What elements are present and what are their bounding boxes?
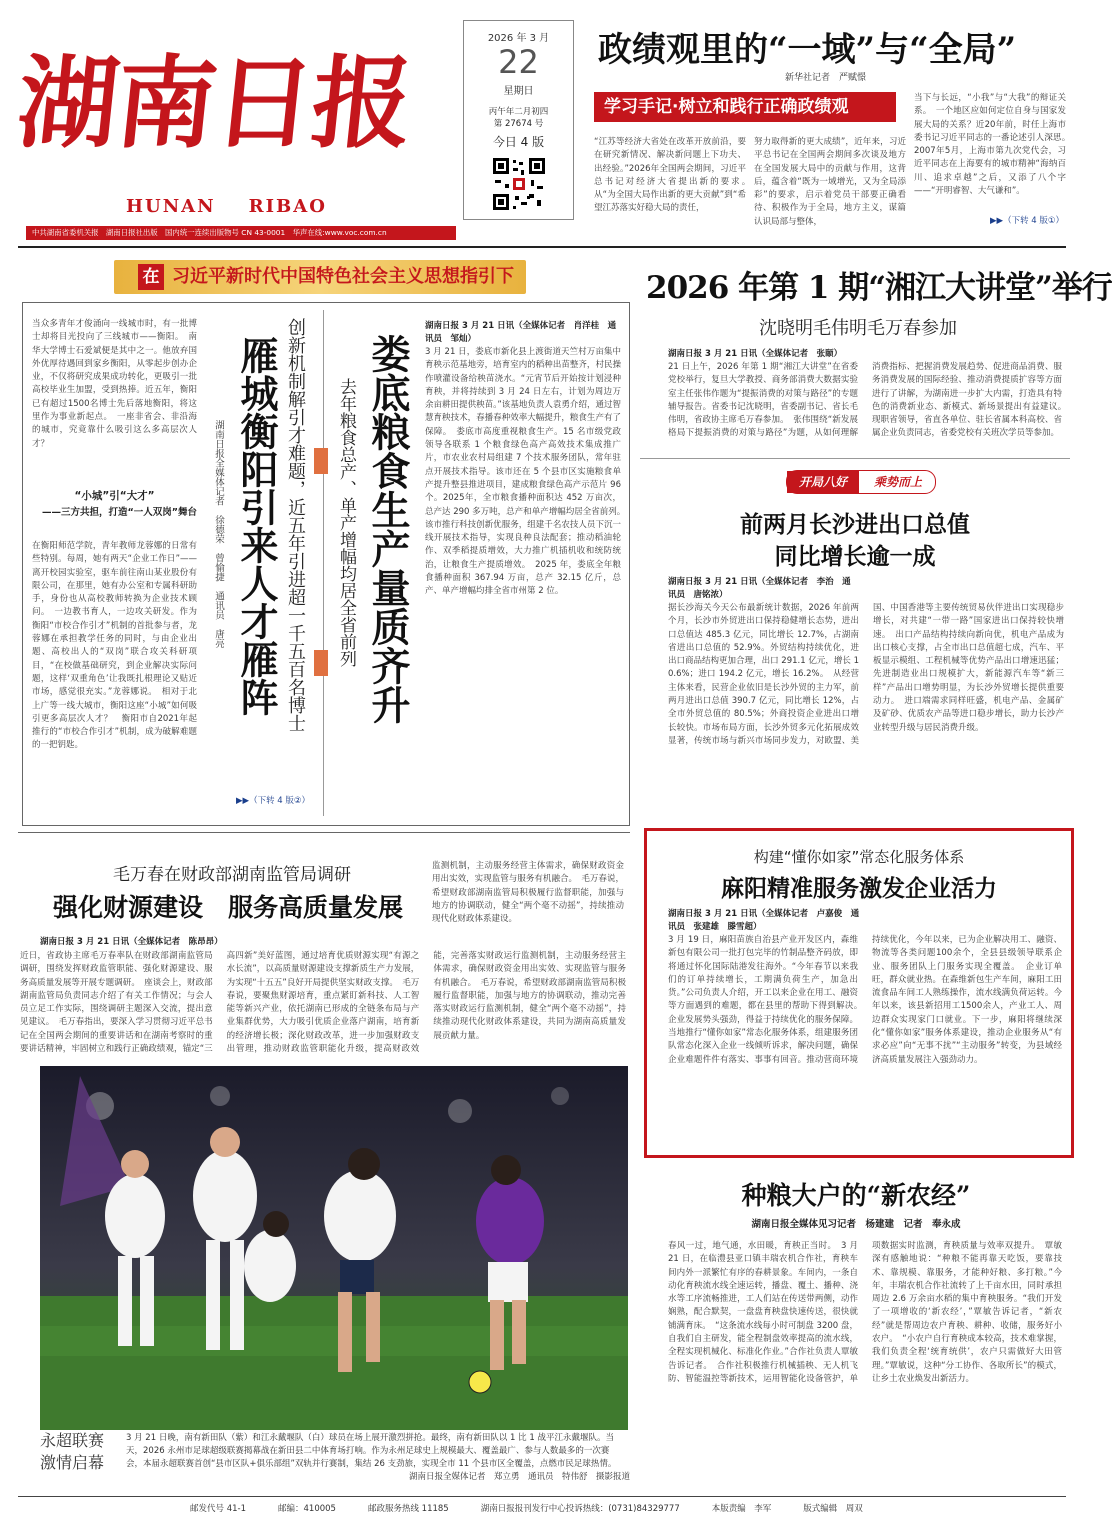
date-box <box>463 20 574 220</box>
loudi-title[interactable]: 娄底粮食生产量质齐升 <box>365 334 411 724</box>
top-story-col3: 当下与长远，“小我”与“大我”的辩证关系。 一个地区应如何定位自身与国家发展大局的关系？近20年前，时任上海市委书记习近平同志的一番论述引人深思。 2007年5月，上海市第九次党代会，习近平同志在上海要有的城市精神“海纳百川、追求卓越”之后，又添了八个字——“开明睿智、大气谦和”。 <box>914 93 1075 197</box>
lecture-divider <box>640 458 1070 459</box>
loudi-body: 3 月 21 日，娄底市新化县上渡街道天竺村万亩集中育秧示范基地旁，培育室内的稻种出苗整齐，村民操作喷灌设备给秧苗浇水。“元宵节后开始按计划浸种育秧，并将持续到 3 月 24 日左右，计划为周边万余亩耕田提供秧苗。”该基地负责人袁勇介绍，通过智慧育秧技术，春播春种效率大幅提升，粮食生产有了保障。 娄底市高度重视粮食生产。15 名市级党政领导各联系 1 个粮食绿色高产高效技术集成推广片，市农业农村局组建 7 个技术服务团队，常年驻点开展技术指导。该市还在 5 个县市区实施粮食单产提升整县推进项目，建成粮食绿色高产示范片 96 个。2025年，全市粮食播种面积达 452 万亩次，总产达 290 多万吨，总产和单产增幅均居全省前列。 该市推行科技创新优服务，组建千名农技人员下沉一线开展技术指导，实现良种良法配套；推动稻油轮作、双季稻提质增效，大力推广机插机收和统防统治，让粮食生产提质增效。 2025 年，娄底全年粮食播种面积 367.94 万亩，总产 32.15 亿斤，总产、单产增幅均排全省市州第 2 位。 <box>425 347 630 597</box>
changsha-title-1[interactable]: 前两月长沙进出口总值 <box>740 511 970 538</box>
lecture-title[interactable]: 2026 年第 1 期“湘江大讲堂”举行 <box>646 270 1112 306</box>
issue-number: 第 27674 号 <box>493 119 544 129</box>
maowanchun-title[interactable]: 强化财源建设 服务高质量发展 <box>52 893 403 922</box>
farmer-body: 春风一过，地气通，水田暖，育秧正当时。 3 月 21 日，在临澧县亚口镇丰瑞农机合作社，育秧车间内外一派繁忙有序的春耕景象。车间内，一条自动化育秧流水线全速运转，播盘、覆土、播种、浇水等工序流畅推进，工人们站在传送带两侧，动作娴熟，配合默契，一盘盘育秧盘快速传送，很快就铺满育床。 “这条流水线每小时可制盘 3200 盘，自我们自主研发，能全程制盘效率提高的流水线，全程实现机械化、标准化作业。”合作社负责人覃敏告诉记者。 合作社积极推行机械插秧、无人机飞防、智能温控等新技术，运用智能化设备管护，单项数据实时监测，育秧质量与效率双提升。 覃敏深有感触地说：“种粮不能再靠天吃饭，要靠技术、靠规模、靠服务，才能种好粮、多打粮。”今年，丰瑞农机合作社流转了上千亩水田，同时承担周边 2.6 万余亩水稻的集中育秧服务。“我们开发了一项增收的‘新农经’，”覃敏告诉记者，“新农经”就是帮周边农户育秧、耕种、收储，服务好小农户。 “小农户自行育秧成本较高，技术难掌握，我们负责全程‘统育统供’，农户只需做好大田管理。”覃敏说，这种“分工协作、各取所长”的模式，让乡土农业焕发出新活力。 <box>668 1241 1062 1384</box>
lecture-byline: 湖南日报 3 月 21 日讯（全媒体记者 张颐） <box>668 349 843 359</box>
hengyang-body-1: 当众多青年才俊涌向一线城市时，有一批博士却将目光投向了三线城市——衡阳。 南华大学博士石爱斌便是其中之一。他放弃国外优厚待遇回到家乡衡阳，从零起步创办企业，不仅将研究成果成功转化，更吸引一批高校毕业生加盟，受到热捧。近五年，衡阳已有超过1500名博士先后落地衡阳，将这里作为事业新起点。 一座非省会、非沿海的城市，究竟靠什么吸引这么多高层次人才？ <box>32 319 197 449</box>
footer-rule <box>18 1496 1066 1497</box>
red-marker-top <box>314 448 328 474</box>
hengyang-body-2: 在衡阳师范学院，青年教师龙蓉娜的日常有些特别。每周，她有两天“企业工作日”——离开校园实验室，驱车前往南山某业股份有限公司，在那里，她有办公室和专属科研助手，身份也从高校教师转换为企业技术顾问。 一边教书育人，一边攻关研发。作为衡阳“市校合作引才”机制的首批参与者，龙蓉娜在承担教学任务的同时，与由企业出题、高校出人的“双岗”联合攻关科研项目，“在校做基础研究，到企业解决实际问题，这样‘双重角色’让我既扎根理论又贴近市场，感觉很充实。”龙蓉娜说。 相对于北上广等一线大城市，衡阳这座“小城”如何吸引更多高层次人才？ 衡阳市自2021年起推行的“市校合作引才”机制，成为破解难题的一把钥匙。 <box>32 541 197 751</box>
maowanchun-body: 近日，省政协主席毛万春率队在财政部湖南监管局调研，围绕发挥财政监管职能、强化财源建设、服务高质量发展等开展专题调研。 座谈会上，财政部湖南监管局负责同志介绍了有关工作情况；与会人员立足工作实际，围绕调研主题深入交流，提出意见建议。 毛万春指出，要深入学习贯彻习近平总书记在全国两会期间的重要讲话和在湖南考察时的重要讲话精神，牢固树立和践行正确政绩观，锚定“三高四新”美好蓝图，通过培育优质财源实现“有源之水长流”，以高质量财源建设支撑新质生产力发展，为实现“十五五”良好开局提供坚实财政支撑。 毛万春说，要聚焦财源培育，重点紧盯新科技、人工智能等新兴产业，依托湖南已形成的全链条布局与产业集群优势，大力吸引优质企业落户湖南，培育新的经济增长极；深化财政改革，进一步加强财政支出管理，推动财政监管职能化升级，提高财政效能，完善落实财政运行监测机制，主动服务经营主体需求，确保财政资金用出实效、实现监管与服务有机融合。 毛万春说，希望财政部湖南监管局积极履行监督职能，加强与地方的协调联动，推动完善落实财政运行监测机制，健全“两个毫不动摇”，持续推动现代化财政体系建设，共同为湖南高质量发展贡献力量。 <box>20 951 626 1055</box>
loudi-subtitle: 去年粮食总产、单产增幅均居全省前列 <box>336 378 356 667</box>
footer-editor: 本版责编 李军 <box>711 1504 772 1514</box>
section-banner-icon: 在 <box>138 264 164 290</box>
hengyang-byline: 湖南日报全媒体记者 徐德荣 曾愉捷 通讯员 唐亮 <box>213 420 224 648</box>
feature-frame-divider <box>323 310 324 816</box>
footer-postal-code: 邮发代号 41-1 <box>190 1504 246 1514</box>
top-divider <box>18 246 1066 248</box>
kaiju-badge: 开局八好 乘势而上 <box>786 470 936 494</box>
footer-zip: 邮编：410005 <box>278 1504 336 1514</box>
date-year-month: 2026 年 3 月 <box>487 33 550 44</box>
pages-count: 今日 4 版 <box>492 135 545 149</box>
top-story-col1: “江苏等经济大省处在改革开放前沿，要在研究新情况、解决新问题上下功夫、出经验。”2026年全国两会期间，习近平总书记对经济大省提出新的要求。 从“为全国大局作出新的更大贡献”到“希望江苏落实好稳大局的责任， <box>594 137 755 214</box>
hengyang-title[interactable]: 雁城衡阳引来人才雁阵 <box>234 336 279 716</box>
changsha-body: 据长沙海关今天公布最新统计数据，2026 年前两个月，长沙市外贸进出口保持稳健增长态势，进出口总值达 485.3 亿元，同比增长 12.7%，占湖南省进出口总值的 52.9%。外贸结构持续优化，进出口商品结构更加合理，出口 291.1 亿元，增长 10.6%；进口 194.2 亿元，增长 16.2%。 从经营主体来看，民营企业依旧是长沙外贸的主力军，前两月进出口总值 390.7 亿元，同比增长 12%，占全市外贸总值的 80.5%；外商投资企业进出口增长较快。市场布局方面，长沙外贸多元化拓展成效显著，传统市场与新兴市场同步发力，对欧盟、美国、中国香港等主要传统贸易伙伴进出口实现稳步增长，对共建“一带一路”国家进出口保持较快增速。 出口产品结构持续向新向优，机电产品成为出口核心支撑，占全市出口总值超七成，汽车、平板显示模组、工程机械等优势产品出口增速迅猛；先进制造业出口规模扩大，新能源汽车等“新三样”产品出口增势明显，为长沙外贸增长提供重要动力。 进口端需求同样旺盛，机电产品、金属矿及矿砂、优质农产品等进口稳步增长，助力长沙产业转型升级与居民消费升级。 <box>668 603 1064 746</box>
top-story-banner: 学习手记·树立和践行正确政绩观 <box>594 92 896 122</box>
mayang-kicker: 构建“懂你如家”常态化服务体系 <box>753 848 965 866</box>
top-story-author: 新华社记者 严赋憬 <box>785 73 867 83</box>
photo-title-2: 激情启幕 <box>40 1453 105 1472</box>
farmer-title[interactable]: 种粮大户的“新农经” <box>741 1181 971 1210</box>
photo-credit: 湖南日报全媒体记者 郑立勇 通讯员 特伟舒 摄影报道 <box>408 1472 630 1482</box>
red-marker-bottom <box>314 650 328 676</box>
hengyang-subtitle: 创新机制解引才难题，近五年引进超一千五百名博士 <box>285 318 306 732</box>
football-photo[interactable] <box>40 1066 628 1430</box>
masthead-pinyin: HUNAN RIBAO <box>126 196 327 217</box>
hengyang-subhead: “小城”引“大才” <box>74 490 155 502</box>
mayang-title[interactable]: 麻阳精准服务激发企业活力 <box>721 875 997 902</box>
hengyang-more-link[interactable]: ▶▶（下转 4 版②） <box>236 796 311 806</box>
farmer-byline: 湖南日报全媒体见习记者 杨建建 记者 奉永成 <box>751 1219 961 1230</box>
footer-complaint: 湖南日报报刊发行中心投诉热线：(0731)84329777 <box>480 1504 680 1514</box>
section-banner: 在 习近平新时代中国特色社会主义思想指引下 <box>114 260 526 294</box>
loudi-byline: 湖南日报 3 月 21 日讯（全媒体记者 肖洋桂 通讯员 邹灿） <box>425 321 617 345</box>
top-story-more-link[interactable]: ▶▶（下转 4 版①） <box>990 216 1065 226</box>
top-story-col2: 努力取得新的更大成绩”，近年来，习近平总书记在全国两会期间多次谈及地方在全国发展大局中的贡献与作用，这背后，蕴含着“既为一域增光，又为全局添彩”的要求，启示着党员干部要正确看待、积极作为于全局，地方主义，谋篇认识局部与整体， <box>754 137 906 227</box>
qr-code[interactable] <box>491 156 547 212</box>
photo-title-block <box>40 1430 122 1486</box>
date-weekday: 星期日 <box>503 86 534 97</box>
footer-layout-editor: 版式编辑 周双 <box>803 1504 863 1514</box>
top-story-title[interactable]: 政绩观里的“一域”与“全局” <box>598 30 1017 70</box>
changsha-byline: 湖南日报 3 月 21 日讯（全媒体记者 李治 通讯员 唐铭浓） <box>668 577 851 601</box>
date-lunar: 丙午年二月初四 <box>488 107 549 117</box>
hengyang-subhead-2: ——三方共担，打造“一人双岗”舞台 <box>42 507 197 518</box>
masthead-logo: 湖南日报 <box>12 44 417 162</box>
maowanchun-kicker: 毛万春在财政部湖南监管局调研 <box>113 865 351 885</box>
photo-caption: 3 月 21 日晚，南有新田队（紫）和江永戴堰队（白）球员在场上展开激烈拼抢。最终，南有新田队以 1 比 1 战平江永戴堰队。当天，2026 永州市足球超级联赛揭幕战在新田县二中体育场打响。作为永州足球史上规模最大、覆盖最广、参与人数最多的一次赛会，本届永超联赛首创“县市区队+俱乐部组”双轨并行赛制，集结 26 支劲旅，实现全市 11 个县市区全覆盖，点燃市民足球热情。 <box>126 1433 617 1469</box>
masthead-info-bar: 中共湖南省委机关报 湖南日报社出版 国内统一连续出版物号 CN 43-0001 华声在线:www.voc.com.cn <box>26 226 456 240</box>
changsha-title-2[interactable]: 同比增长逾一成 <box>774 543 936 570</box>
lecture-subtitle: 沈晓明毛伟明毛万春参加 <box>759 318 957 339</box>
photo-title-1: 永超联赛 <box>40 1431 105 1450</box>
mayang-byline: 湖南日报 3 月 21 日讯（全媒体记者 卢嘉俊 通讯员 张建雄 滕雪超） <box>668 909 860 933</box>
maowanchun-byline: 湖南日报 3 月 21 日讯（全媒体记者 陈昂昂） <box>40 937 223 947</box>
lecture-body: 21 日上午，2026 年第 1 期“湘江大讲堂”在省委党校举行，复旦大学教授、商务部消费大数据实验室主任张伟作题为“提振消费的对策与路径”的专题辅导报告。省委书记沈晓明，省委副书记、省长毛伟明，省政协主席毛万春参加。 张伟围绕“新发展格局下提振消费的对策与路径”为题，从如何理解消费指标、把握消费发展趋势、促进商品消费、服务消费发展的国际经验、推动消费提质扩容等方面进行了讲解，为湖南进一步扩大内需，打造具有特色的消费新业态、新模式、新场景提出有益建议。 现职省领导，省直各单位、驻长省属本科高校、省属企业负责同志，省委党校有关班次学员等参加。 <box>668 362 1071 439</box>
date-day: 22 <box>498 43 539 81</box>
mayang-body: 3 月 19 日，麻阳苗族自治县产业开发区内，森维新包有限公司一批打包完毕的竹制品整齐码放，即将通过怀化国际陆港发往海外。“今年春节以来我们的订单持续增长，工期满负荷生产，加急出货。”公司负责人介绍，开工以来企业在用工、融资等方面遇到的难题，都在县里的帮助下得到解决。 企业发展势头强劲，得益于持续优化的服务保障。当地推行“懂你如家”常态化服务体系，组建服务团队常态化深入企业一线倾听诉求，解决问题，确保企业难题件件有落实、事事有回音。推动营商环境持续优化，今年以来，已为企业解决用工、融资、物流等各类问题100余个，全县县级领导联系企业、服务团队上门服务实现全覆盖。 企业订单旺，群众就业热。在森维新包生产车间，麻阳工田流食品车间工人熟练操作，流水线满负荷运转。今年以来，该县新招用工1500余人，产业工人、周边群众实现家门口就业。下一步，麻阳将继续深化“懂你如家”服务体系建设，推动企业服务从“有求必应”向“无事不扰”“主动服务”转变，为县域经济高质量发展注入强劲动力。 <box>668 935 1062 1065</box>
maowanchun-body-col3-top: 监测机制，主动服务经营主体需求，确保财政资金用出实效，实现监管与服务有机融合。 毛万春说，希望财政部湖南监管局积极履行监督职能，加强与地方的协调联动，健全“两个毫不动摇”，持续推动现代化财政体系建设。 <box>432 861 624 925</box>
footer-hotline: 邮政服务热线 11185 <box>367 1504 449 1514</box>
footer-bar <box>190 1502 1070 1518</box>
mid-divider-left <box>18 832 630 833</box>
